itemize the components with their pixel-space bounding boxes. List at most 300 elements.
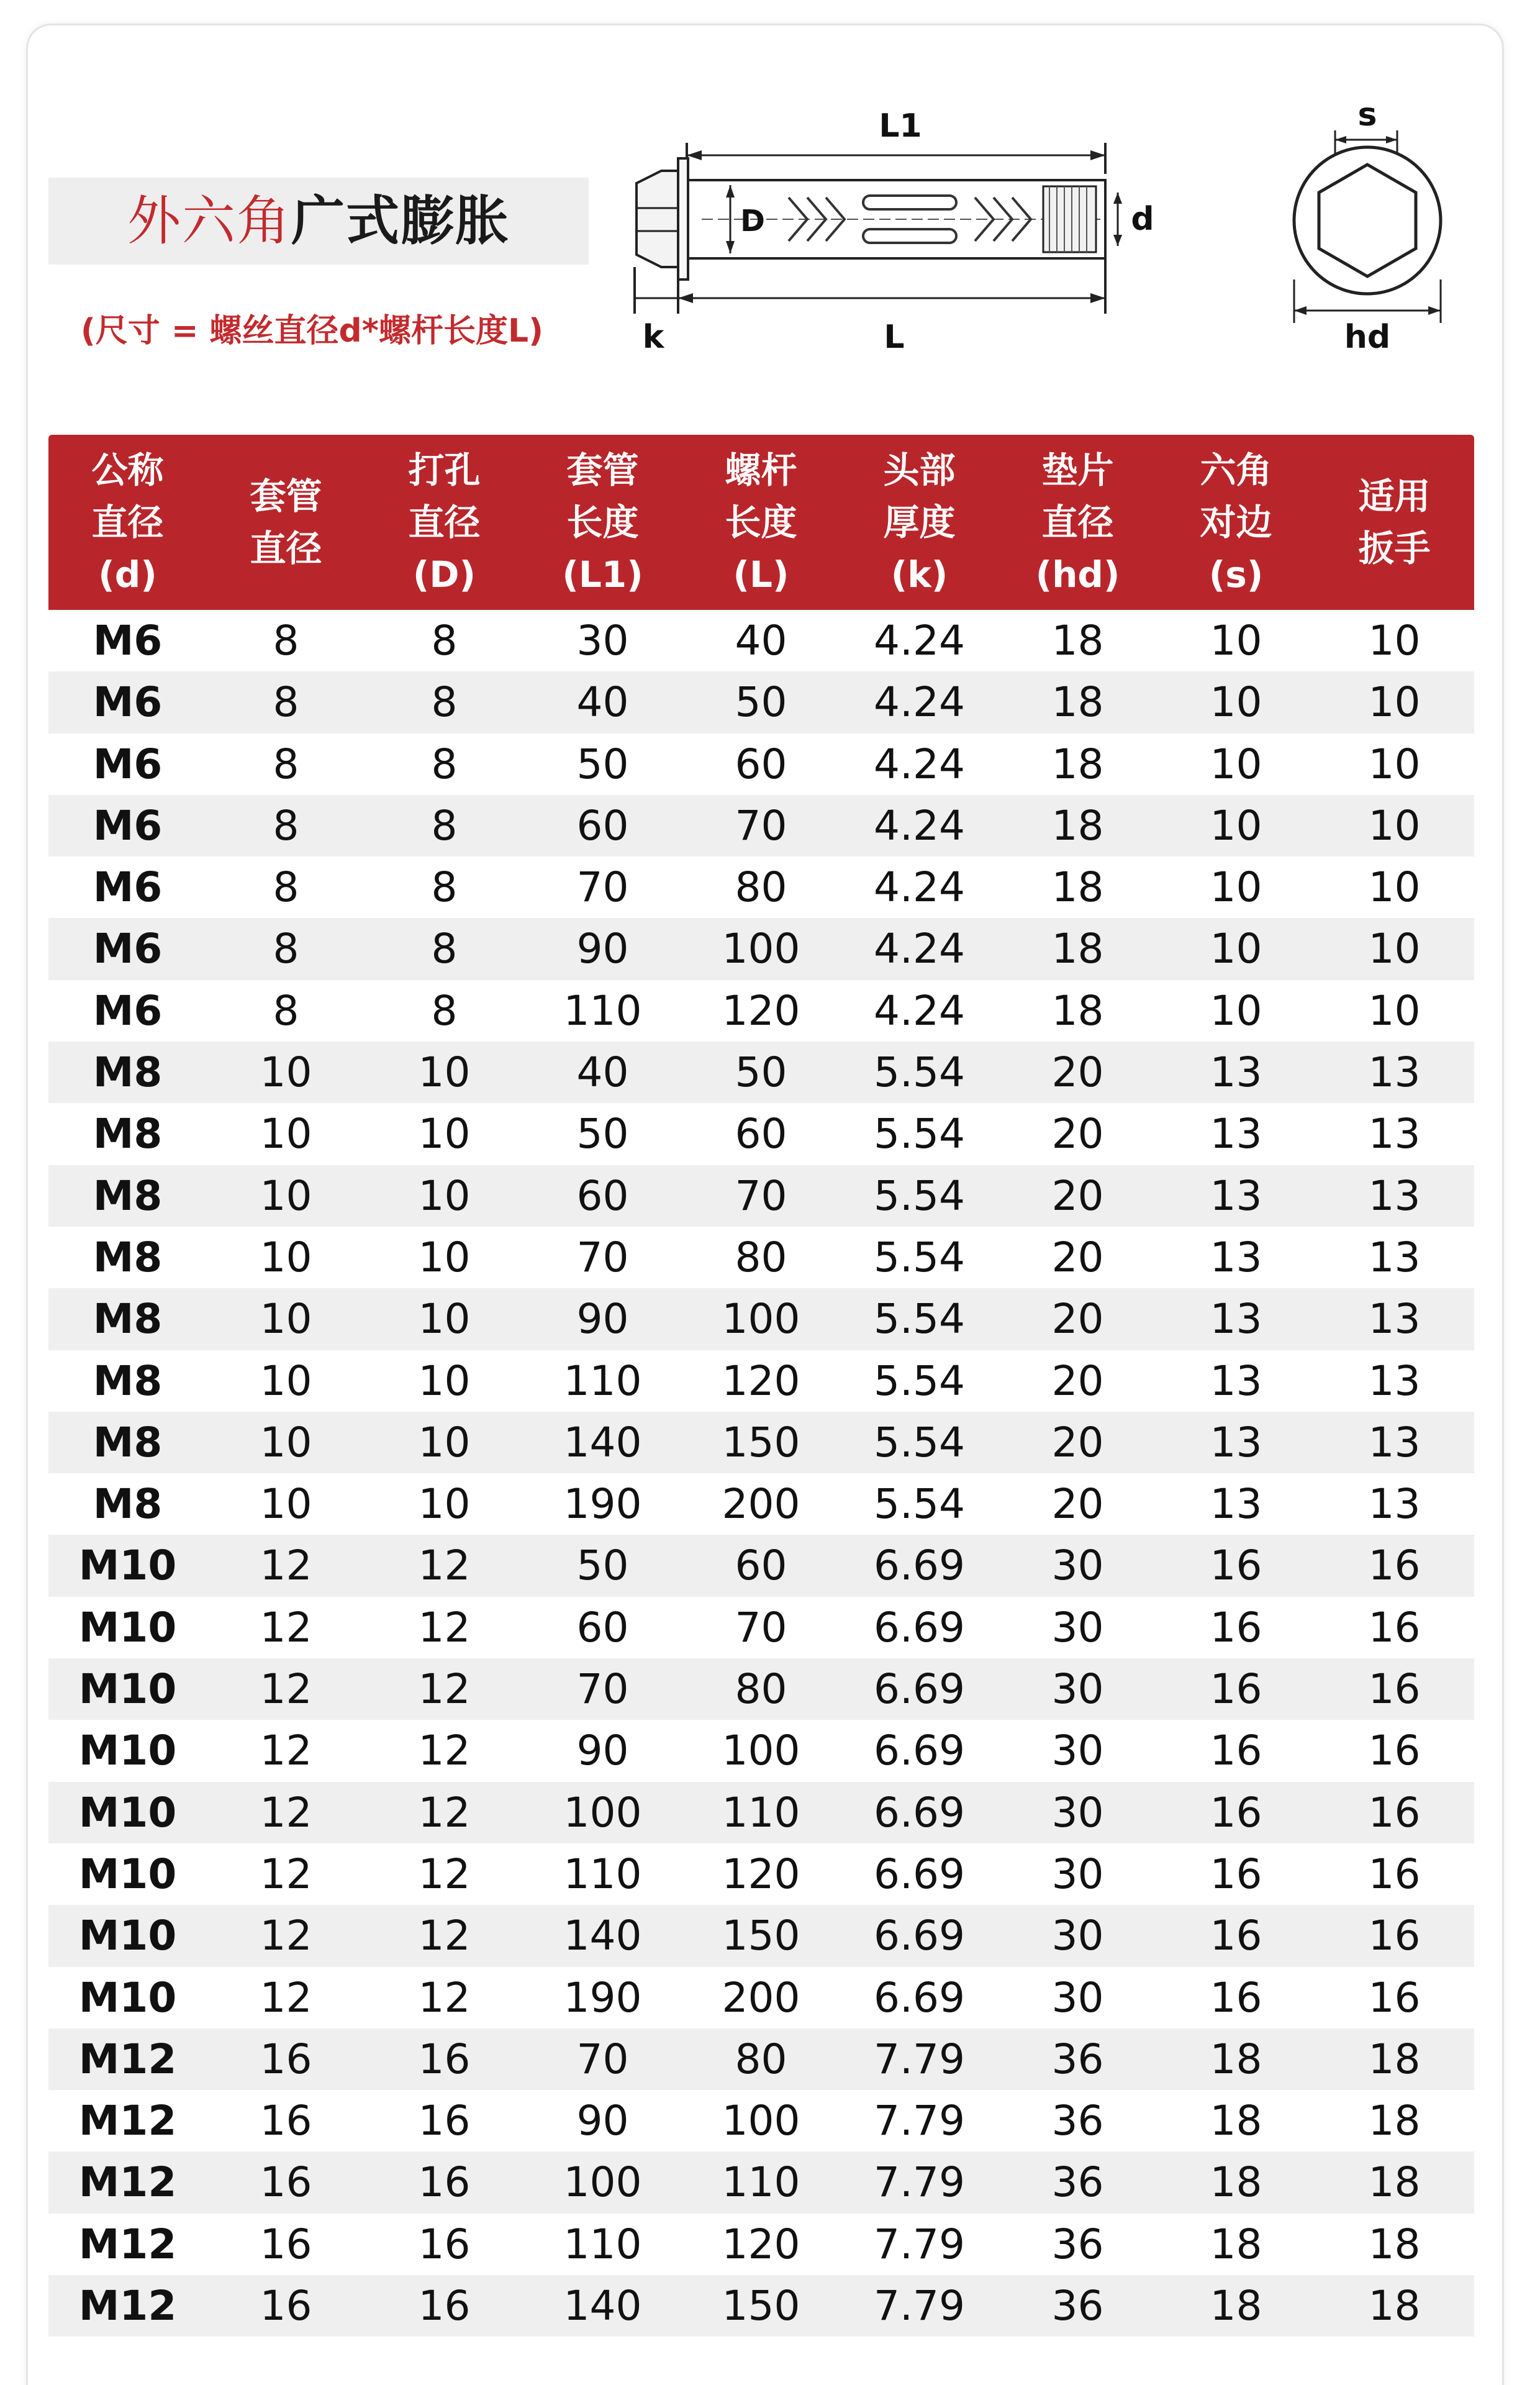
table-row [48,918,1474,979]
col-hex-across-flats-cell: 18 [1210,2035,1262,2083]
col-washer-diameter-cell: 30 [1051,1727,1104,1775]
col-washer-diameter-cell: 20 [1051,1295,1104,1343]
col-hex-across-flats-cell: 16 [1210,1603,1262,1651]
col-sleeve-diameter-cell: 10 [260,1295,312,1343]
product-title-red: 外六角 [127,190,291,252]
col-nominal-diameter-cell: M6 [93,925,163,973]
col-bolt-length-cell: 80 [735,2035,787,2083]
col-drill-diameter-cell: 10 [418,1480,471,1529]
col-head-thickness-cell: 6.69 [874,1788,965,1837]
table-row [48,1103,1474,1165]
col-sleeve-diameter-cell: 16 [260,2035,312,2083]
col-bolt-length-cell: 80 [735,1665,787,1714]
table-row [48,1658,1474,1720]
col-washer-diameter-cell: 30 [1051,1788,1104,1837]
col-drill-diameter-cell: 16 [418,2282,471,2330]
col-head-thickness-cell: 7.79 [874,2282,965,2330]
col-wrench-size-cell: 16 [1368,1788,1421,1837]
col-bolt-length-cell: 150 [722,1418,800,1466]
col-sleeve-diameter-cell: 8 [273,740,299,788]
table-row [48,1042,1474,1103]
col-nominal-diameter-cell: M6 [93,801,163,850]
col-head-thickness-cell: 7.79 [874,2158,965,2207]
table-row [48,2275,1474,2337]
col-hex-across-flats-cell: 10 [1210,801,1262,850]
col-head-thickness-cell: 5.54 [874,1480,965,1529]
col-bolt-length-cell: 200 [722,1480,800,1529]
col-sleeve-length-cell: 140 [563,2282,642,2330]
col-sleeve-length-cell: 110 [563,986,642,1035]
col-hex-across-flats-cell: 13 [1210,1356,1262,1405]
col-wrench-size-cell: 16 [1368,1665,1421,1714]
col-sleeve-diameter-cell: 16 [260,2282,312,2330]
col-head-thickness-cell: 4.24 [874,986,965,1035]
col-sleeve-length-cell: 50 [576,740,629,788]
col-wrench-size-cell: 10 [1368,678,1421,727]
col-sleeve-diameter-cell: 16 [260,2158,312,2207]
table-row [48,795,1474,856]
col-drill-diameter-cell: 10 [418,1295,471,1343]
col-drill-diameter-cell: 8 [431,863,458,912]
col-nominal-diameter-cell: M8 [93,1048,163,1097]
col-nominal-diameter-cell: M8 [93,1418,163,1466]
col-nominal-diameter-cell: M12 [78,2158,177,2207]
col-head-thickness-cell: 4.24 [874,863,965,912]
col-sleeve-diameter-cell: 10 [260,1480,312,1529]
col-sleeve-diameter-cell: 10 [260,1171,312,1220]
table-row [48,1782,1474,1843]
col-washer-diameter-cell: 30 [1051,1973,1104,2022]
col-nominal-diameter-cell: M12 [78,2220,177,2268]
col-bolt-length-cell: 120 [722,986,800,1035]
col-washer-diameter-cell: 36 [1051,2035,1104,2083]
col-head-thickness-cell: 6.69 [874,1973,965,2022]
col-sleeve-length-cell: 90 [576,925,629,973]
table-row [48,1720,1474,1781]
col-sleeve-diameter-cell: 8 [273,801,299,850]
col-hex-across-flats-cell: 18 [1210,2097,1262,2145]
col-hex-across-flats-cell: 10 [1210,678,1262,727]
col-wrench-size-cell: 10 [1368,801,1421,850]
table-row [48,2214,1474,2275]
col-bolt-length-header: 螺杆 长度 (L) [725,449,797,596]
col-washer-diameter-cell: 18 [1051,801,1104,850]
col-wrench-size-cell: 13 [1368,1048,1421,1097]
col-drill-diameter-header: 打孔 直径 (D) [408,449,481,596]
col-drill-diameter-cell: 12 [418,1665,471,1714]
col-bolt-length-cell: 120 [722,1850,800,1898]
dim-label-d: d [1131,201,1154,238]
col-bolt-length-cell: 150 [722,1912,800,1960]
col-sleeve-diameter-cell: 12 [260,1542,312,1590]
table-header [48,435,1474,610]
col-nominal-diameter-cell: M8 [93,1110,163,1158]
col-wrench-size-cell: 13 [1368,1295,1421,1343]
col-drill-diameter-cell: 8 [431,986,458,1035]
col-nominal-diameter-cell: M10 [78,1727,177,1775]
col-hex-across-flats-cell: 13 [1210,1233,1262,1281]
col-wrench-size-cell: 16 [1368,1912,1421,1960]
col-sleeve-diameter-cell: 12 [260,1603,312,1651]
col-sleeve-length-cell: 40 [576,678,629,727]
col-sleeve-length-cell: 50 [576,1542,629,1590]
col-bolt-length-cell: 100 [722,1727,800,1775]
col-sleeve-length-cell: 190 [563,1973,642,2022]
product-title-black: 广式膨胀 [291,190,510,252]
col-bolt-length-cell: 50 [735,678,787,727]
col-hex-across-flats-cell: 10 [1210,740,1262,788]
col-sleeve-diameter-cell: 12 [260,1912,312,1960]
col-hex-across-flats-cell: 10 [1210,863,1262,912]
col-hex-across-flats-cell: 16 [1210,1727,1262,1775]
table-row [48,1288,1474,1350]
col-hex-across-flats-cell: 18 [1210,2220,1262,2268]
table-row [48,1412,1474,1473]
col-bolt-length-cell: 100 [722,1295,800,1343]
col-washer-diameter-cell: 18 [1051,740,1104,788]
col-wrench-size-cell: 10 [1368,863,1421,912]
col-sleeve-length-cell: 190 [563,1480,642,1529]
col-nominal-diameter-cell: M10 [78,1973,177,2022]
col-sleeve-length-cell: 50 [576,1110,629,1158]
col-drill-diameter-cell: 8 [431,801,458,850]
col-nominal-diameter-cell: M8 [93,1480,163,1529]
col-head-thickness-cell: 7.79 [874,2097,965,2145]
col-nominal-diameter-cell: M6 [93,986,163,1035]
table-row [48,980,1474,1042]
table-row [48,1597,1474,1658]
col-nominal-diameter-cell: M8 [93,1233,163,1281]
dim-label-s: s [1357,96,1377,134]
col-wrench-size-cell: 18 [1368,2158,1421,2207]
table-row [48,1473,1474,1535]
col-sleeve-diameter-header: 套管 直径 [250,475,322,570]
table-row [48,1350,1474,1412]
col-head-thickness-cell: 5.54 [874,1233,965,1281]
table-row [48,856,1474,918]
col-bolt-length-cell: 50 [735,1048,787,1097]
col-washer-diameter-cell: 20 [1051,1048,1104,1097]
col-head-thickness-cell: 6.69 [874,1912,965,1960]
col-washer-diameter-cell: 18 [1051,863,1104,912]
col-hex-across-flats-cell: 16 [1210,1788,1262,1837]
col-sleeve-diameter-cell: 8 [273,986,299,1035]
col-sleeve-length-cell: 70 [576,1233,629,1281]
col-wrench-size-cell: 16 [1368,1973,1421,2022]
col-bolt-length-cell: 60 [735,1542,787,1590]
col-sleeve-length-cell: 60 [576,1603,629,1651]
col-sleeve-diameter-cell: 10 [260,1356,312,1405]
col-drill-diameter-cell: 12 [418,1603,471,1651]
col-hex-across-flats-cell: 16 [1210,1665,1262,1714]
col-washer-diameter-cell: 18 [1051,925,1104,973]
col-sleeve-length-cell: 110 [563,2220,642,2268]
col-nominal-diameter-cell: M6 [93,678,163,727]
col-head-thickness-header: 头部 厚度 (k) [883,449,956,596]
col-sleeve-diameter-cell: 10 [260,1418,312,1466]
col-nominal-diameter-cell: M10 [78,1542,177,1590]
size-formula-note: (尺寸 = 螺丝直径d*螺杆长度L) [81,312,543,350]
col-wrench-size-cell: 10 [1368,986,1421,1035]
dim-label-L: L [884,319,905,356]
col-sleeve-length-cell: 140 [563,1418,642,1466]
spec-table [48,435,1474,2337]
bolt-dimension-diagram [609,93,1503,360]
col-sleeve-length-cell: 70 [576,863,629,912]
col-nominal-diameter-cell: M10 [78,1850,177,1898]
col-wrench-size-cell: 16 [1368,1603,1421,1651]
col-sleeve-diameter-cell: 10 [260,1233,312,1281]
col-hex-across-flats-cell: 10 [1210,986,1262,1035]
col-sleeve-diameter-cell: 8 [273,863,299,912]
col-nominal-diameter-cell: M12 [78,2035,177,2083]
col-washer-diameter-cell: 18 [1051,986,1104,1035]
col-nominal-diameter-cell: M6 [93,740,163,788]
col-hex-across-flats-cell: 10 [1210,925,1262,973]
col-sleeve-length-cell: 40 [576,1048,629,1097]
col-sleeve-diameter-cell: 8 [273,925,299,973]
col-bolt-length-cell: 70 [735,1171,787,1220]
col-bolt-length-cell: 120 [722,2220,800,2268]
col-wrench-size-header: 适用 扳手 [1358,475,1431,570]
col-bolt-length-cell: 100 [722,925,800,973]
col-sleeve-length-cell: 70 [576,2035,629,2083]
col-head-thickness-cell: 6.69 [874,1603,965,1651]
col-sleeve-length-cell: 90 [576,1727,629,1775]
col-wrench-size-cell: 13 [1368,1418,1421,1466]
dim-label-hd: hd [1344,319,1391,356]
col-sleeve-length-cell: 70 [576,1665,629,1714]
col-drill-diameter-cell: 16 [418,2097,471,2145]
col-head-thickness-cell: 4.24 [874,801,965,850]
col-head-thickness-cell: 6.69 [874,1665,965,1714]
col-sleeve-length-cell: 100 [563,1788,642,1837]
col-nominal-diameter-cell: M8 [93,1171,163,1220]
col-sleeve-length-cell: 100 [563,2158,642,2207]
col-sleeve-length-cell: 30 [576,617,629,665]
table-row [48,1227,1474,1288]
col-head-thickness-cell: 4.24 [874,617,965,665]
col-hex-across-flats-cell: 13 [1210,1295,1262,1343]
col-wrench-size-cell: 16 [1368,1542,1421,1590]
col-nominal-diameter-cell: M6 [93,617,163,665]
col-drill-diameter-cell: 12 [418,1727,471,1775]
dim-label-L1: L1 [879,107,922,145]
col-drill-diameter-cell: 12 [418,1788,471,1837]
col-sleeve-length-cell: 60 [576,1171,629,1220]
col-head-thickness-cell: 5.54 [874,1295,965,1343]
col-bolt-length-cell: 200 [722,1973,800,2022]
col-sleeve-length-cell: 110 [563,1850,642,1898]
col-washer-diameter-header: 垫片 直径 (hd) [1035,449,1120,596]
col-sleeve-diameter-cell: 8 [273,617,299,665]
col-drill-diameter-cell: 12 [418,1542,471,1590]
col-sleeve-length-cell: 90 [576,1295,629,1343]
col-sleeve-length-cell: 140 [563,1912,642,1960]
col-wrench-size-cell: 13 [1368,1233,1421,1281]
table-row [48,1843,1474,1905]
col-bolt-length-cell: 70 [735,1603,787,1651]
col-bolt-length-cell: 70 [735,801,787,850]
table-row [48,1967,1474,2028]
col-wrench-size-cell: 13 [1368,1480,1421,1529]
table-row [48,1165,1474,1227]
col-bolt-length-cell: 110 [722,2158,800,2207]
col-nominal-diameter-cell: M10 [78,1603,177,1651]
col-hex-across-flats-cell: 13 [1210,1418,1262,1466]
col-washer-diameter-cell: 30 [1051,1912,1104,1960]
table-row [48,1905,1474,1966]
col-washer-diameter-cell: 20 [1051,1480,1104,1529]
col-sleeve-diameter-cell: 12 [260,1850,312,1898]
col-hex-across-flats-cell: 16 [1210,1912,1262,1960]
col-nominal-diameter-cell: M10 [78,1665,177,1714]
col-sleeve-diameter-cell: 10 [260,1048,312,1097]
col-sleeve-diameter-cell: 12 [260,1788,312,1837]
col-drill-diameter-cell: 10 [418,1356,471,1405]
col-drill-diameter-cell: 10 [418,1233,471,1281]
col-head-thickness-cell: 6.69 [874,1542,965,1590]
table-row [48,2151,1474,2213]
col-drill-diameter-cell: 10 [418,1048,471,1097]
col-sleeve-length-cell: 90 [576,2097,629,2145]
col-washer-diameter-cell: 36 [1051,2158,1104,2207]
col-washer-diameter-cell: 36 [1051,2097,1104,2145]
col-washer-diameter-cell: 30 [1051,1542,1104,1590]
col-sleeve-length-cell: 110 [563,1356,642,1405]
col-sleeve-diameter-cell: 10 [260,1110,312,1158]
col-head-thickness-cell: 6.69 [874,1727,965,1775]
col-drill-diameter-cell: 8 [431,678,458,727]
col-nominal-diameter-cell: M12 [78,2282,177,2330]
col-nominal-diameter-cell: M10 [78,1788,177,1837]
col-washer-diameter-cell: 20 [1051,1110,1104,1158]
col-sleeve-diameter-cell: 16 [260,2220,312,2268]
col-wrench-size-cell: 18 [1368,2097,1421,2145]
col-hex-across-flats-cell: 13 [1210,1480,1262,1529]
col-wrench-size-cell: 16 [1368,1850,1421,1898]
col-sleeve-diameter-cell: 12 [260,1665,312,1714]
col-drill-diameter-cell: 10 [418,1171,471,1220]
product-title [48,178,589,265]
col-head-thickness-cell: 7.79 [874,2220,965,2268]
col-nominal-diameter-cell: M10 [78,1912,177,1960]
col-drill-diameter-cell: 12 [418,1973,471,2022]
col-head-thickness-cell: 7.79 [874,2035,965,2083]
col-hex-across-flats-cell: 16 [1210,1850,1262,1898]
col-washer-diameter-cell: 36 [1051,2220,1104,2268]
col-hex-across-flats-cell: 13 [1210,1110,1262,1158]
col-head-thickness-cell: 5.54 [874,1110,965,1158]
col-drill-diameter-cell: 12 [418,1850,471,1898]
col-drill-diameter-cell: 10 [418,1110,471,1158]
col-bolt-length-cell: 60 [735,1110,787,1158]
col-wrench-size-cell: 13 [1368,1356,1421,1405]
col-nominal-diameter-cell: M8 [93,1356,163,1405]
col-hex-across-flats-cell: 18 [1210,2282,1262,2330]
col-hex-across-flats-cell: 16 [1210,1973,1262,2022]
col-washer-diameter-cell: 20 [1051,1233,1104,1281]
col-wrench-size-cell: 18 [1368,2035,1421,2083]
table-row [48,671,1474,733]
col-washer-diameter-cell: 18 [1051,678,1104,727]
col-drill-diameter-cell: 8 [431,617,458,665]
col-head-thickness-cell: 5.54 [874,1356,965,1405]
table-row [48,1535,1474,1596]
col-wrench-size-cell: 10 [1368,925,1421,973]
col-wrench-size-cell: 16 [1368,1727,1421,1775]
col-head-thickness-cell: 4.24 [874,740,965,788]
col-hex-across-flats-cell: 13 [1210,1171,1262,1220]
col-drill-diameter-cell: 16 [418,2158,471,2207]
col-drill-diameter-cell: 16 [418,2220,471,2268]
col-hex-across-flats-cell: 10 [1210,617,1262,665]
col-sleeve-diameter-cell: 16 [260,2097,312,2145]
table-row [48,734,1474,795]
col-head-thickness-cell: 5.54 [874,1171,965,1220]
col-sleeve-diameter-cell: 8 [273,678,299,727]
col-wrench-size-cell: 10 [1368,740,1421,788]
col-washer-diameter-cell: 20 [1051,1356,1104,1405]
col-nominal-diameter-cell: M8 [93,1295,163,1343]
dim-label-D: D [740,204,765,238]
col-sleeve-length-header: 套管 长度 (L1) [562,449,643,596]
col-nominal-diameter-header: 公称 直径 (d) [91,449,164,596]
col-drill-diameter-cell: 10 [418,1418,471,1466]
col-nominal-diameter-cell: M12 [78,2097,177,2145]
col-head-thickness-cell: 5.54 [874,1418,965,1466]
col-sleeve-diameter-cell: 12 [260,1727,312,1775]
col-washer-diameter-cell: 20 [1051,1418,1104,1466]
col-hex-across-flats-header: 六角 对边 (s) [1200,449,1272,596]
col-drill-diameter-cell: 8 [431,740,458,788]
table-row [48,2090,1474,2151]
col-bolt-length-cell: 110 [722,1788,800,1837]
table-row [48,2028,1474,2090]
col-head-thickness-cell: 4.24 [874,678,965,727]
col-drill-diameter-cell: 8 [431,925,458,973]
col-wrench-size-cell: 18 [1368,2282,1421,2330]
col-hex-across-flats-cell: 13 [1210,1048,1262,1097]
col-bolt-length-cell: 150 [722,2282,800,2330]
col-wrench-size-cell: 10 [1368,617,1421,665]
table-body [48,610,1474,2337]
col-drill-diameter-cell: 12 [418,1912,471,1960]
col-washer-diameter-cell: 18 [1051,617,1104,665]
col-hex-across-flats-cell: 16 [1210,1542,1262,1590]
table-row [48,610,1474,671]
col-sleeve-diameter-cell: 12 [260,1973,312,2022]
col-bolt-length-cell: 40 [735,617,787,665]
col-bolt-length-cell: 60 [735,740,787,788]
col-wrench-size-cell: 13 [1368,1110,1421,1158]
col-wrench-size-cell: 13 [1368,1171,1421,1220]
col-head-thickness-cell: 5.54 [874,1048,965,1097]
col-bolt-length-cell: 80 [735,863,787,912]
col-nominal-diameter-cell: M6 [93,863,163,912]
col-washer-diameter-cell: 20 [1051,1171,1104,1220]
col-head-thickness-cell: 4.24 [874,925,965,973]
col-wrench-size-cell: 18 [1368,2220,1421,2268]
col-bolt-length-cell: 80 [735,1233,787,1281]
col-bolt-length-cell: 100 [722,2097,800,2145]
col-washer-diameter-cell: 36 [1051,2282,1104,2330]
col-head-thickness-cell: 6.69 [874,1850,965,1898]
col-bolt-length-cell: 120 [722,1356,800,1405]
col-washer-diameter-cell: 30 [1051,1603,1104,1651]
col-washer-diameter-cell: 30 [1051,1665,1104,1714]
col-sleeve-length-cell: 60 [576,801,629,850]
